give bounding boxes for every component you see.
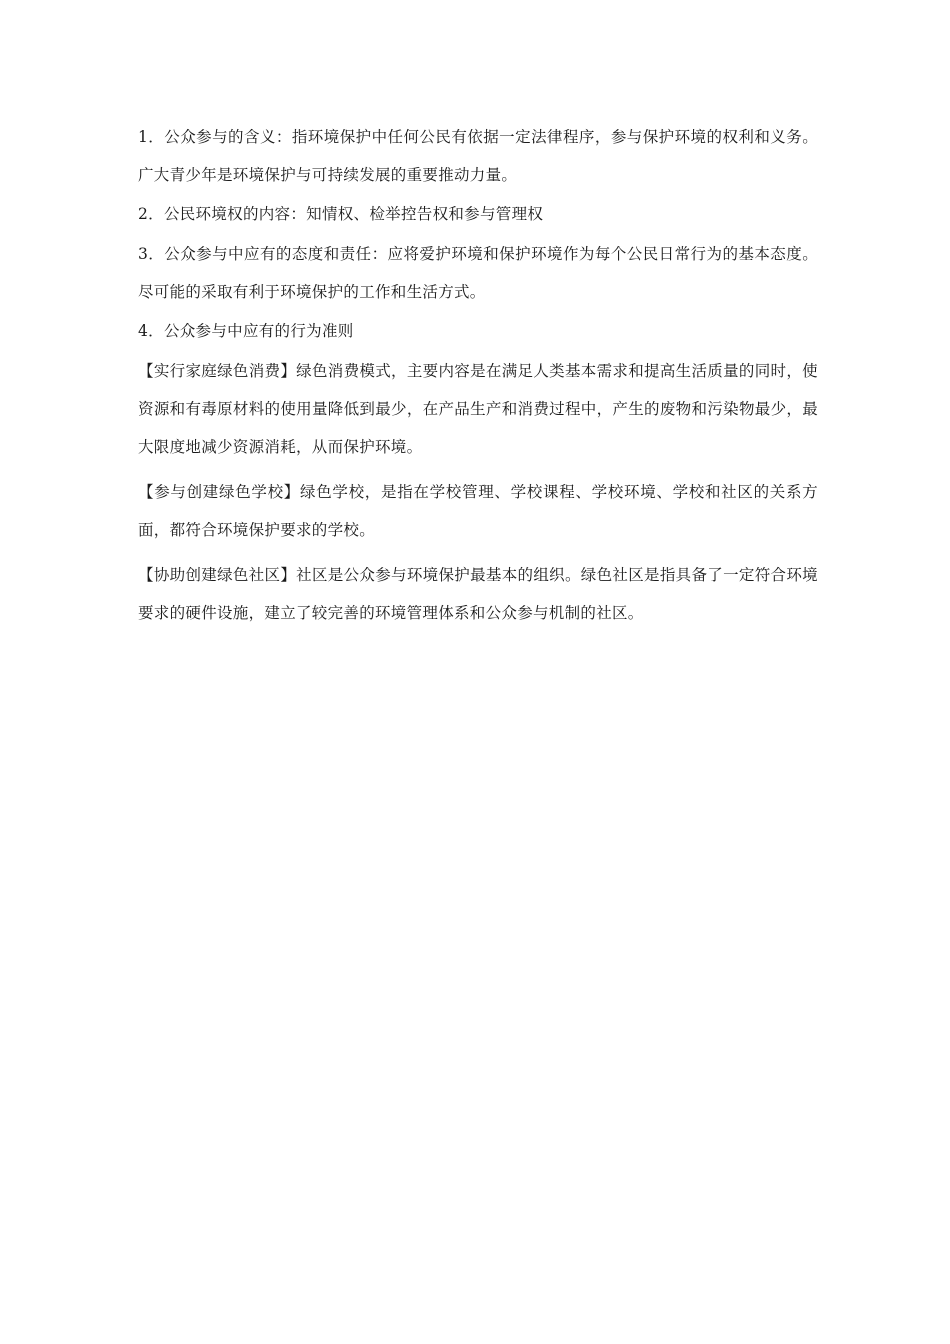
paragraph-text: 2．公民环境权的内容：知情权、检举控告权和参与管理权	[138, 205, 544, 223]
paragraph-label: 【实行家庭绿色消费】	[138, 362, 297, 380]
paragraph-green-community	[138, 556, 818, 632]
paragraph-text: 4．公众参与中应有的行为准则	[138, 322, 354, 340]
paragraph-label: 【参与创建绿色学校】	[138, 483, 300, 501]
paragraph-green-consumption	[138, 352, 818, 466]
paragraph-environmental-rights	[138, 201, 818, 228]
paragraph-text: 绿色消费模式，主要内容是在满足人类基本需求和提高生活质量的同时，使资源和有毒原材料的使用量降低到最少，在产品生产和消费过程中，产生的废物和污染物最少，最大限度地减少资源消耗，从而保护环境。	[138, 362, 818, 456]
paragraph-text: 1．公众参与的含义：指环境保护中任何公民有依据一定法律程序，参与保护环境的权利和义务。广大青少年是环境保护与可持续发展的重要推动力量。	[138, 128, 818, 184]
paragraph-text: 社区是公众参与环境保护最基本的组织。绿色社区是指具备了一定符合环境要求的硬件设施，建立了较完善的环境管理体系和公众参与机制的社区。	[138, 566, 818, 622]
paragraph-text: 绿色学校，是指在学校管理、学校课程、学校环境、学校和社区的关系方面，都符合环境保护要求的学校。	[138, 483, 818, 539]
paragraph-green-school	[138, 473, 818, 549]
paragraph-text: 3．公众参与中应有的态度和责任：应将爱护环境和保护环境作为每个公民日常行为的基本态度。尽可能的采取有利于环境保护的工作和生活方式。	[138, 245, 818, 301]
paragraph-code-of-conduct	[138, 318, 818, 345]
paragraph-attitude-responsibility	[138, 235, 818, 311]
paragraph-public-participation-meaning	[138, 118, 818, 194]
paragraph-label: 【协助创建绿色社区】	[138, 566, 297, 584]
document-body	[138, 118, 818, 639]
